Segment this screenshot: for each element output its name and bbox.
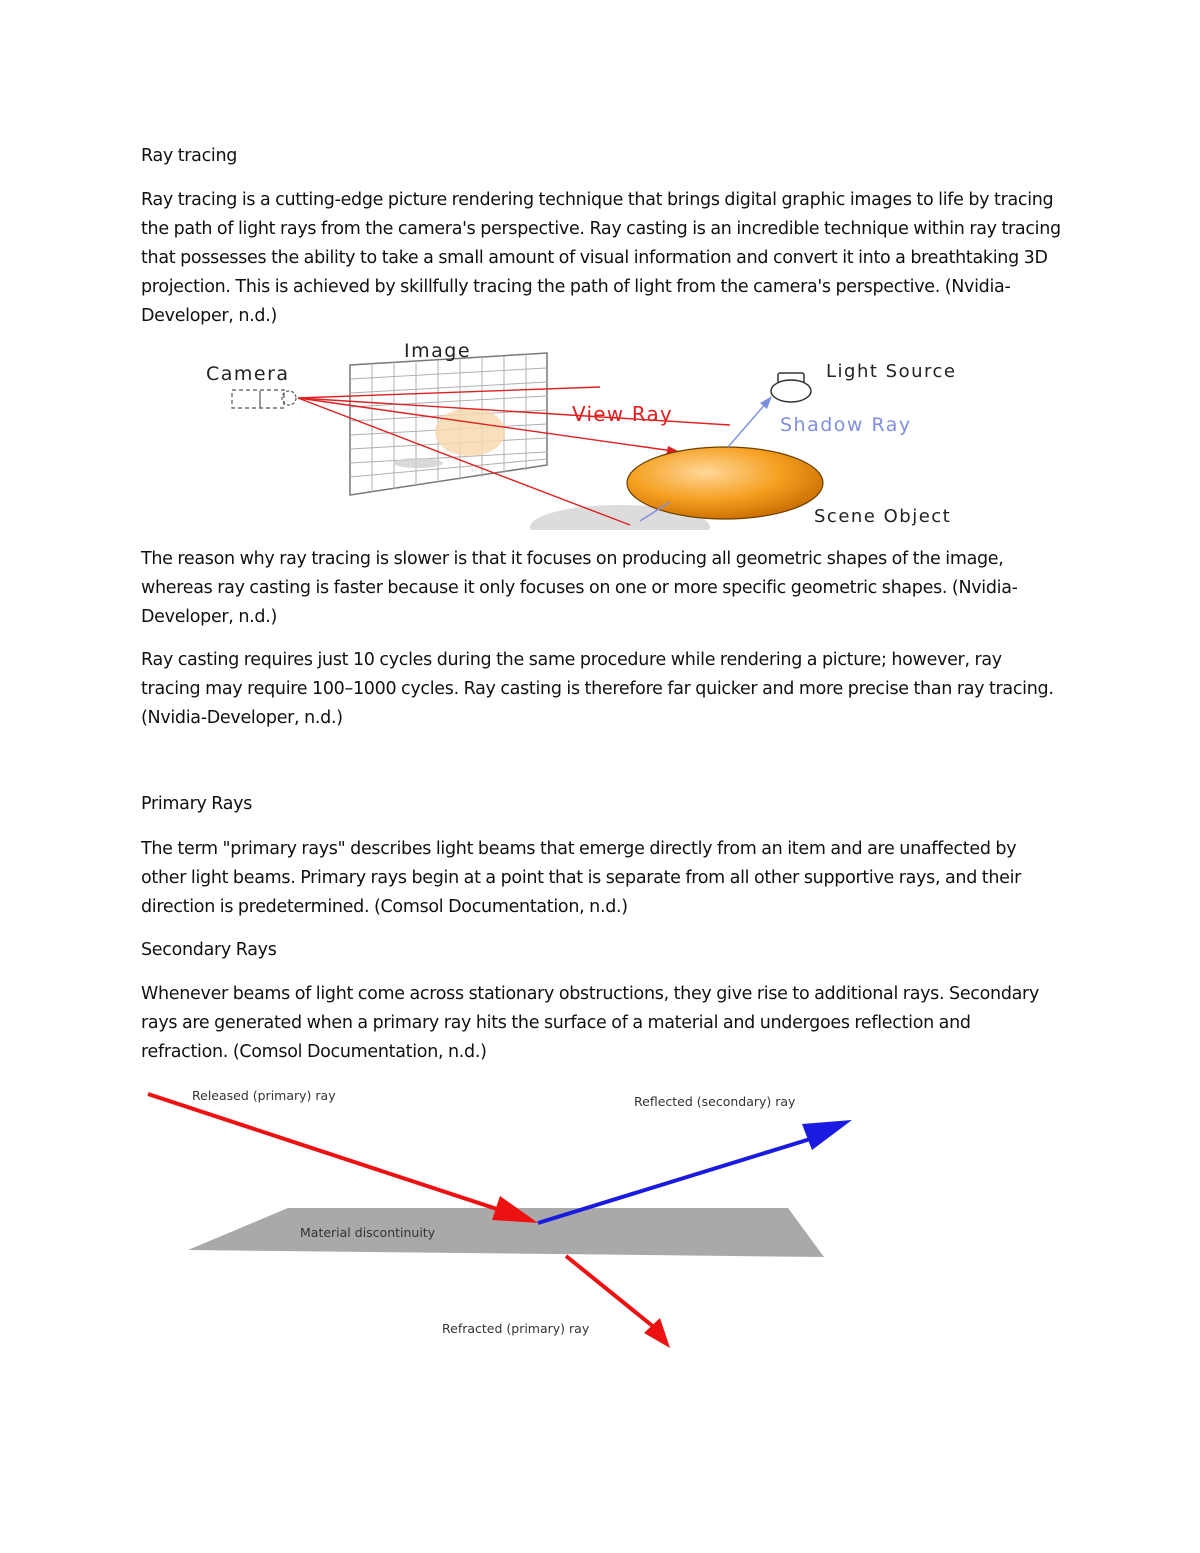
camera-label: Camera (206, 363, 290, 385)
reflected-ray-arrowhead (802, 1120, 852, 1150)
camera-icon (232, 390, 296, 408)
material-label: Material discontinuity (300, 1225, 436, 1240)
paragraph-secondary-rays: Whenever beams of light come across stationary obstructions, they give rise to additional rays. Secondary rays are generated when a primary ray hits the surface of a material and undergoes reflection and refraction. (Comsol Documentation, n.d.) (141, 984, 1039, 1062)
paragraph-primary-rays: The term "primary rays" describes light beams that emerge directly from an item and are unaffected by other light beams. Primary rays begin at a point that is separate from all other supportive rays, and their direction is predetermined. (Comsol Documentation, n.d.) (141, 839, 1022, 917)
refracted-ray (566, 1256, 655, 1328)
light-source-label: Light Source (826, 361, 957, 382)
ray-tracing-diagram (190, 335, 1050, 530)
reflected-ray-label: Reflected (secondary) ray (634, 1094, 796, 1109)
view-ray-label: View Ray (572, 402, 673, 426)
heading-ray-tracing: Ray tracing (141, 146, 238, 166)
shadow-ray-arrowhead (760, 396, 772, 409)
refracted-ray-label: Refracted (primary) ray (442, 1321, 590, 1336)
released-ray-label: Released (primary) ray (192, 1088, 336, 1103)
light-source-icon (771, 373, 811, 402)
image-label: Image (404, 340, 472, 362)
paragraph-ray-tracing-intro: Ray tracing is a cutting-edge picture rendering technique that brings digital graphic images to life by tracing the path of light rays from the camera's perspective. Ray casting is an incredible technique within ray tracing that possesses the ability to take a small amount of visual information and convert it into a breathtaking 3D projection. This is achieved by skillfully tracing the path of light from the camera's perspective. (Nvidia-Developer, n.d.) (141, 190, 1061, 326)
paragraph-ray-casting-cycles: Ray casting requires just 10 cycles during the same procedure while rendering a picture; however, ray tracing may require 100–1000 cycles. Ray casting is therefore far quicker and more precise than ray tracing. (Nvidia-Developer, n.d.) (141, 650, 1054, 728)
heading-secondary-rays: Secondary Rays (141, 940, 277, 960)
heading-primary-rays: Primary Rays (141, 794, 253, 814)
primary-secondary-ray-diagram (140, 1080, 870, 1355)
scene-object-label: Scene Object (814, 506, 952, 527)
scene-object-sphere (627, 447, 823, 519)
shadow-ray-label: Shadow Ray (780, 414, 912, 436)
paragraph-ray-tracing-speed: The reason why ray tracing is slower is that it focuses on producing all geometric shapes of the image, whereas ray casting is faster because it only focuses on one or more specific geometric shapes. (Nvidia-Developer, n.d.) (141, 549, 1018, 627)
released-ray (148, 1094, 512, 1214)
image-plane-grid (350, 353, 547, 495)
